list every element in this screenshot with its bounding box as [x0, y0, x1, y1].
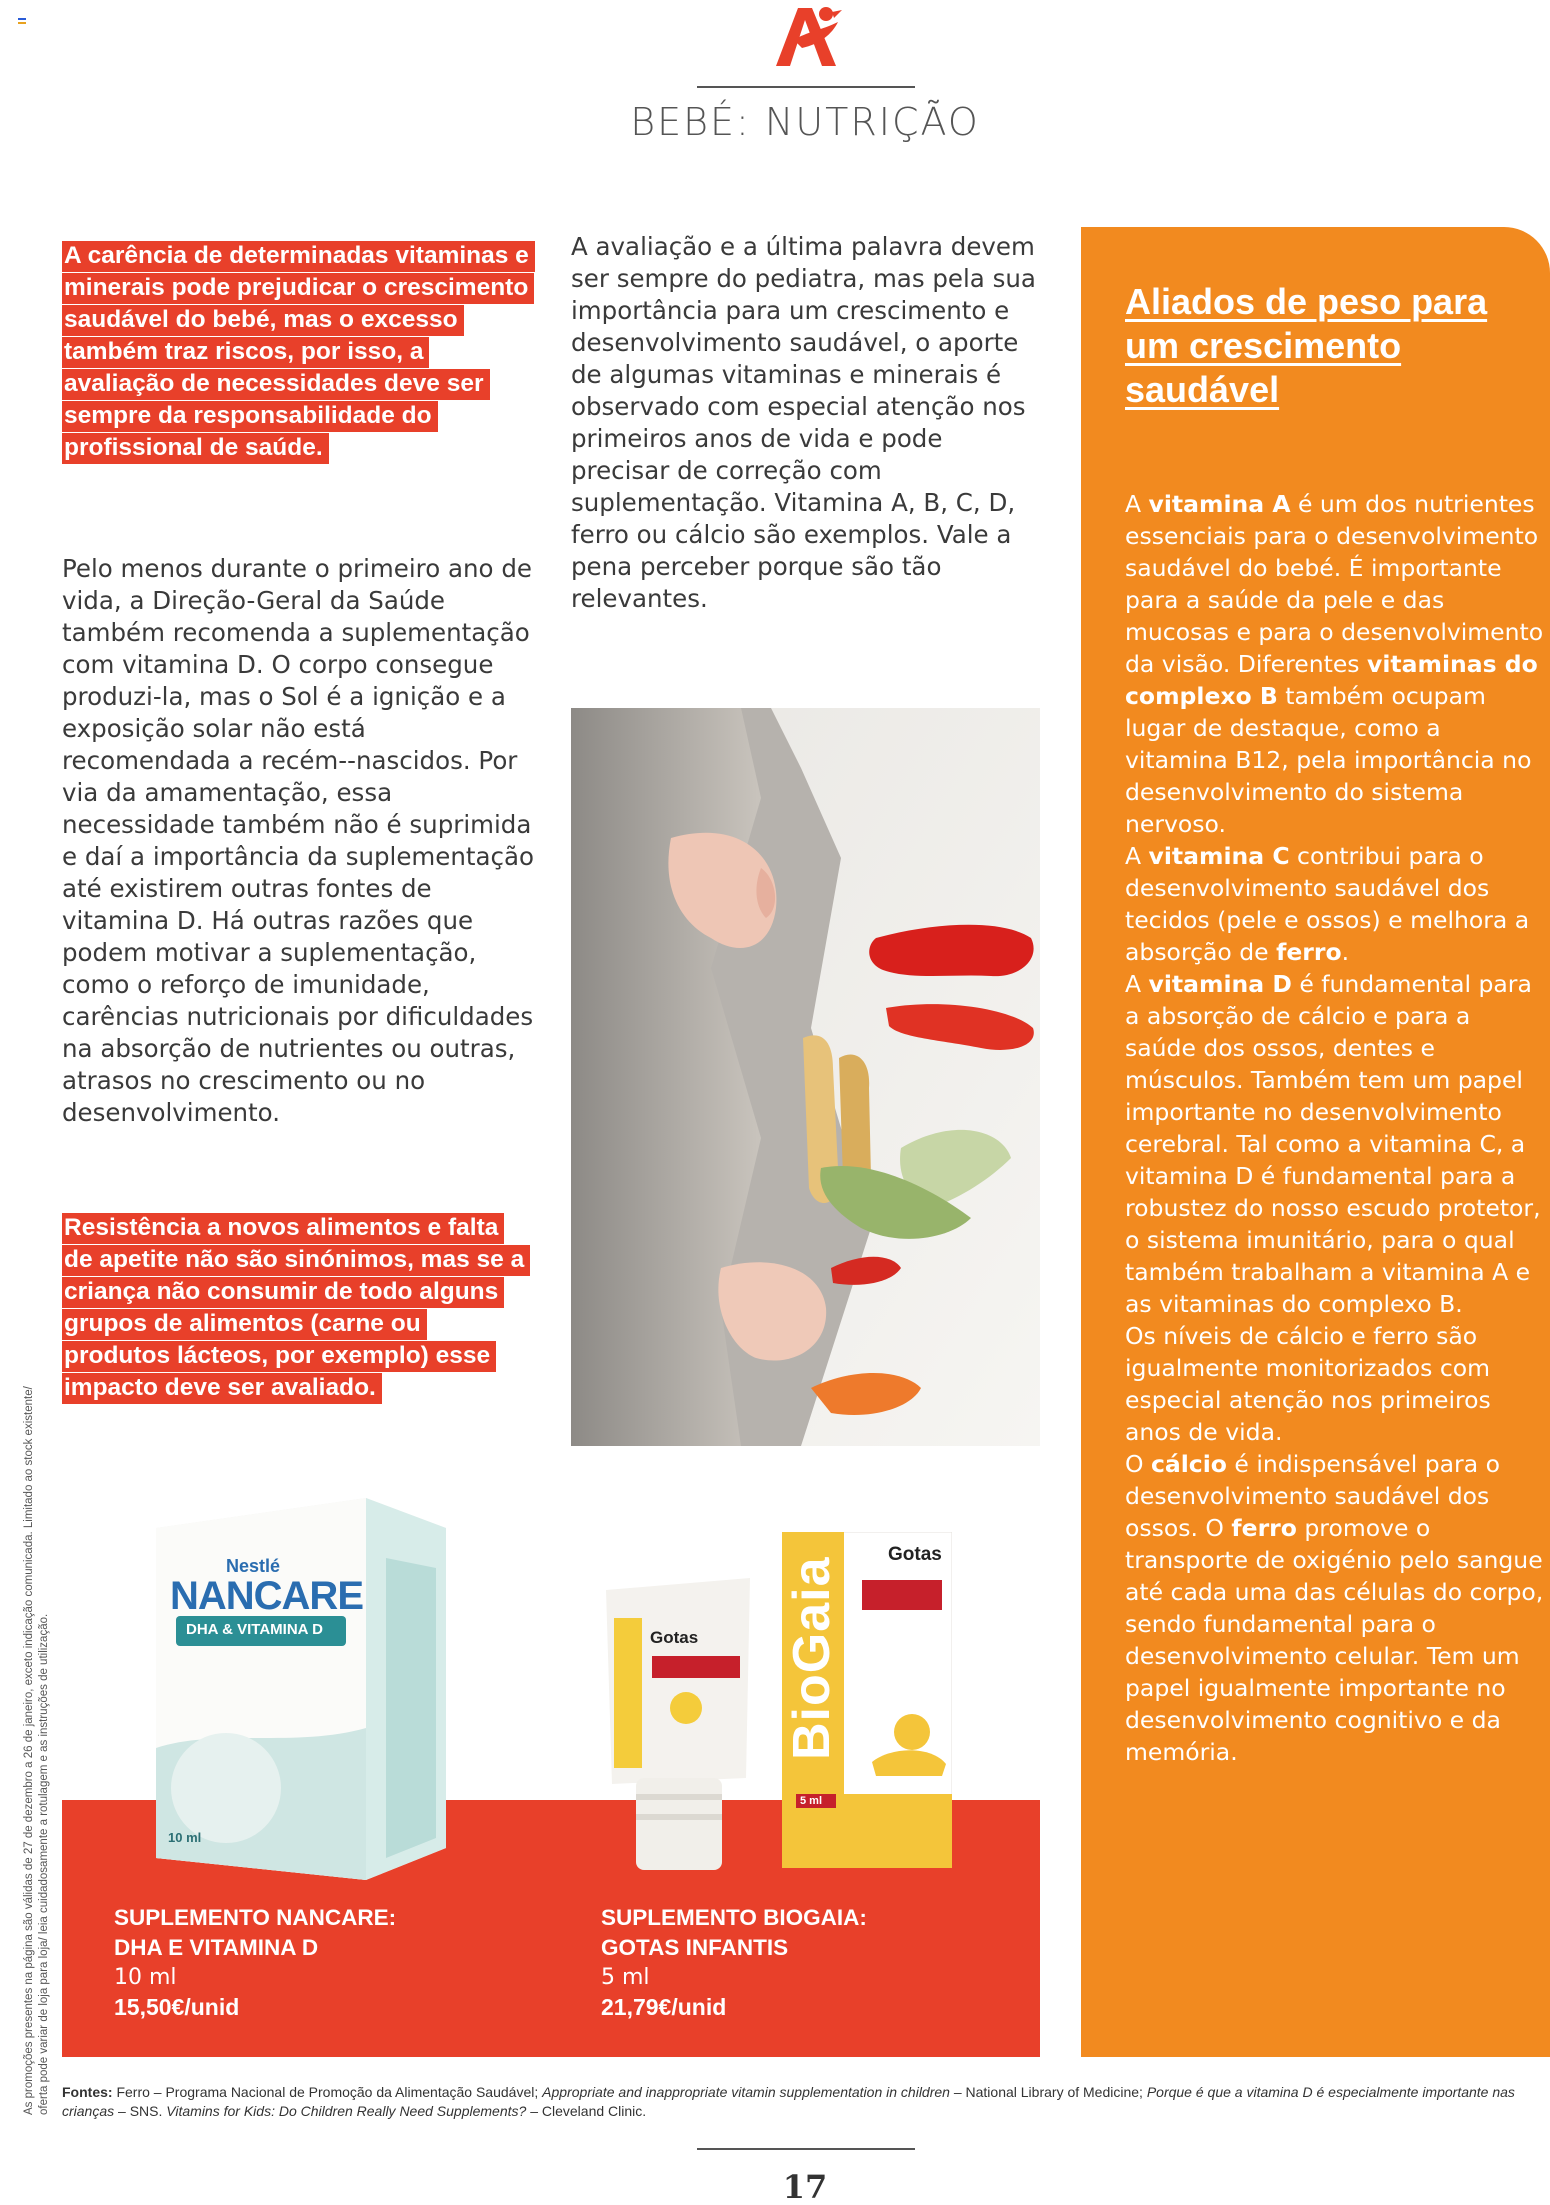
- panel-paragraph-calcium-iron: O cálcio é indispensável para o desenvolvimento saudável dos ossos. O ferro promove o transporte de oxigénio pelo sangue até cada uma das células do corpo, sendo fundamental para o desenvolvimento celular. Tem um papel igualmente importante no desenvolvimento cognitivo e da memória.: [1125, 1450, 1544, 1766]
- highlight-quote-2: Resistência a novos alimentos e falta de apetite não são sinónimos, mas se a criança não consumir de todo alguns grupos de alimentos (carne ou produtos lácteos, por exemplo) esse impacto deve ser avaliado.: [62, 1212, 532, 1404]
- nancare-box-image: [156, 1498, 446, 1880]
- footer-rule: [697, 2148, 915, 2150]
- biogaia-tube-image: [600, 1578, 756, 1870]
- panel-heading: Aliados de peso para um crescimento saudável: [1125, 281, 1488, 410]
- biogaia-title: SUPLEMENTO BIOGAIA: GOTAS INFANTIS: [601, 1905, 867, 1960]
- panel-paragraph-vitamin-c: A vitamina C contribui para o desenvolvimento saudável dos tecidos (pele e ossos) e melhora a absorção de ferro.: [1125, 842, 1530, 966]
- nancare-price: 15,50€/unid: [114, 1994, 240, 2020]
- nancare-product-pack[interactable]: [156, 1498, 446, 1880]
- page-number: 17: [782, 2168, 828, 2205]
- panel-paragraph-vitamin-a: A vitamina A é um dos nutrientes essenciais para o desenvolvimento saudável do bebé. É importante para a saúde da pele e das mucosas e para o desenvolvimento da visão. Diferentes vitaminas do complexo B também ocupam lugar de destaque, como a vitamina B12, pela importância no desenvolvimento do sistema nervoso.: [1125, 490, 1544, 838]
- biogaia-box-brand: BioGaia: [783, 1556, 841, 1760]
- nancare-pack-brand: Nestlé: [226, 1556, 281, 1576]
- biogaia-box-volume: 5 ml: [800, 1795, 823, 1807]
- nancare-title: SUPLEMENTO NANCARE: DHA E VITAMINA D: [114, 1905, 397, 1960]
- sources-note: Fontes: Ferro – Programa Nacional de Promoção da Alimentação Saudável; Appropriate and inappropriate vitamin supplementation in children – National Library of Medicine; Porque é que a vitamina D é especialmente importante nas crianças – SNS. Vitamins for Kids: Do Children Really Need Supplements? – Cleveland Clinic.: [62, 2084, 1515, 2119]
- left-body-text: Pelo menos durante o primeiro ano de vida, a Direção-Geral da Saúde também recomenda a suplementação com vitamina D. O corpo consegue produzi-la, mas o Sol é a ignição e a exposição solar não está recomendada a recém--nascidos. Por via da amamentação, essa necessidade também não é suprimida e daí a importância da suplementação até existirem outras fontes de vitamina D. Há outras razões que podem motivar a suplementação, como o reforço de imunidade, carências nutricionais por dificuldades na absorção de nutrientes ou outras, atrasos no crescimento ou no desenvolvimento.: [62, 554, 534, 1127]
- panel-paragraph-vitamin-d: A vitamina D é fundamental para a absorção de cálcio e para a saúde dos ossos, dentes e músculos. Também tem um papel importante no desenvolvimento cerebral. Tal como a vitamina C, a vitamina D é fundamental para a robustez do nosso escudo protetor, o sistema imunitário, para o qual também trabalham a vitamina A e as vitaminas do complexo B.: [1125, 970, 1541, 1318]
- biogaia-size: 5 ml: [601, 1965, 650, 1990]
- panel-paragraph-minerals: Os níveis de cálcio e ferro são igualmente monitorizados com especial atenção nos primeiros anos de vida.: [1125, 1322, 1491, 1446]
- auchan-bird-logo-icon: [768, 0, 844, 68]
- panel-body: [1125, 488, 1545, 1768]
- header-rule: [697, 86, 915, 88]
- nancare-size: 10 ml: [114, 1965, 177, 1990]
- biogaia-price: 21,79€/unid: [601, 1994, 727, 2020]
- biogaia-tube-label: Gotas: [650, 1628, 699, 1647]
- biogaia-tube-pack[interactable]: [600, 1578, 756, 1870]
- middle-body-text: A avaliação e a última palavra devem ser sempre do pediatra, mas pela sua importância para um crescimento e desenvolvimento saudável, o aporte de algumas vitaminas e minerais é observado com especial atenção nos primeiros anos de vida e pode precisar de correção com suplementação. Vitamina A, B, C, D, ferro ou cálcio são exemplos. Vale a pena perceber porque são tão relevantes.: [571, 232, 1036, 613]
- section-title: BEBÉ: NUTRIÇÃO: [630, 100, 980, 144]
- side-disclaimer: As promoções presentes na página são válidas de 27 de dezembro a 26 de janeiro, exceto indicação comunicada. Limitado ao stock existente/ oferta pode variar de loja para loja/ leia cuidadosamente a rotulagem e as instruções de utilização.: [23, 1386, 50, 2115]
- nancare-pack-variant: DHA & VITAMINA D: [186, 1621, 323, 1638]
- highlight-quote-1: A carência de determinadas vitaminas e minerais pode prejudicar o crescimento saudável do bebé, mas o excesso também traz riscos, por isso, a avaliação de necessidades deve ser sempre da responsabilidade do profissional de saúde.: [62, 240, 532, 464]
- corner-mark-icon: [18, 18, 26, 24]
- nancare-pack-name: NANCARE: [170, 1574, 363, 1618]
- baby-eating-photo: [571, 708, 1040, 1446]
- biogaia-box-pack[interactable]: [782, 1532, 952, 1868]
- nancare-pack-volume: 10 ml: [168, 1830, 202, 1845]
- biogaia-box-label: Gotas: [888, 1544, 942, 1565]
